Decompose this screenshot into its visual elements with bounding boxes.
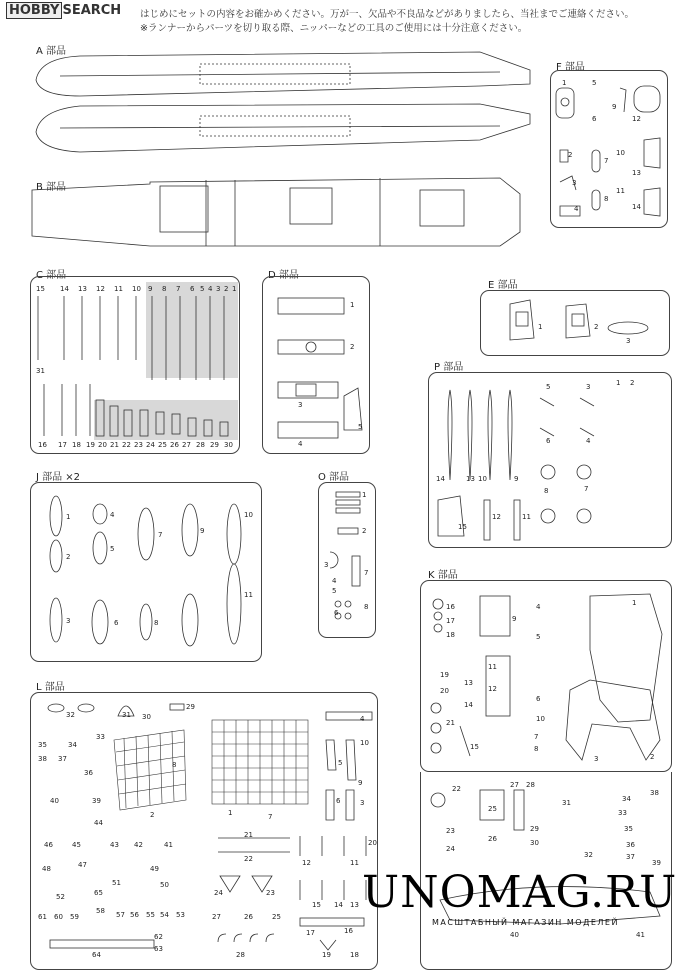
watermark-subtitle: МАСШТАБНЫЙ МАГАЗИН МОДЕЛЕЙ — [432, 918, 619, 927]
part-number-l3: 3 — [360, 799, 365, 807]
part-number-l53: 53 — [176, 911, 185, 919]
part-number-k12: 12 — [488, 685, 497, 693]
part-c-struts — [38, 282, 238, 440]
section-label-k: K 部品 — [428, 570, 458, 581]
part-number-e2: 2 — [594, 323, 599, 331]
part-number-c1: 1 — [232, 285, 237, 293]
part-number-c24: 24 — [146, 441, 155, 449]
part-number-k6: 6 — [536, 695, 541, 703]
part-number-e3: 3 — [626, 337, 631, 345]
part-number-p7: 7 — [584, 485, 589, 493]
part-number-d5: 5 — [358, 423, 363, 431]
part-number-l65: 65 — [94, 889, 103, 897]
part-number-l18: 18 — [350, 951, 359, 959]
part-number-c26: 26 — [170, 441, 179, 449]
part-number-c2: 2 — [224, 285, 229, 293]
part-number-k8: 8 — [534, 745, 539, 753]
part-number-l10: 10 — [360, 739, 369, 747]
part-number-f13: 13 — [632, 169, 641, 177]
part-number-l60: 60 — [54, 913, 63, 921]
part-number-k1: 1 — [632, 599, 637, 607]
part-number-l37: 37 — [58, 755, 67, 763]
part-number-j11: 11 — [244, 591, 253, 599]
part-a-hull — [36, 52, 530, 152]
part-number-l63: 63 — [154, 945, 163, 953]
part-number-f3: 3 — [572, 179, 577, 187]
part-number-o3: 3 — [324, 561, 329, 569]
part-number-j3: 3 — [66, 617, 71, 625]
part-e-items — [510, 300, 648, 340]
part-number-p11: 11 — [522, 513, 531, 521]
section-label-j: J 部品 ×2 — [36, 472, 81, 483]
part-number-p1: 1 — [616, 379, 621, 387]
part-number-k32: 32 — [584, 851, 593, 859]
part-number-l7: 7 — [268, 813, 273, 821]
part-number-l42: 42 — [134, 841, 143, 849]
part-number-f11: 11 — [616, 187, 625, 195]
part-number-k4: 4 — [536, 603, 541, 611]
part-number-o5: 5 — [332, 587, 337, 595]
part-number-p2: 2 — [630, 379, 635, 387]
part-number-f10: 10 — [616, 149, 625, 157]
part-number-f9: 9 — [612, 103, 617, 111]
part-number-c6: 6 — [190, 285, 195, 293]
part-number-o7: 7 — [364, 569, 369, 577]
part-number-c8: 8 — [162, 285, 167, 293]
part-number-k13: 13 — [464, 679, 473, 687]
part-number-f6: 6 — [592, 115, 597, 123]
part-number-l35: 35 — [38, 741, 47, 749]
part-number-k24: 24 — [446, 845, 455, 853]
part-number-l59: 59 — [70, 913, 79, 921]
part-number-f1: 1 — [562, 79, 567, 87]
part-number-c5: 5 — [200, 285, 205, 293]
part-number-j7: 7 — [158, 531, 163, 539]
part-number-l23: 23 — [266, 889, 275, 897]
part-number-o8: 8 — [364, 603, 369, 611]
part-number-l36: 36 — [84, 769, 93, 777]
part-number-l46: 46 — [44, 841, 53, 849]
part-number-k30: 30 — [530, 839, 539, 847]
part-number-l31: 31 — [122, 711, 131, 719]
part-number-l62: 62 — [154, 933, 163, 941]
part-number-c16: 16 — [38, 441, 47, 449]
part-number-k16: 16 — [446, 603, 455, 611]
part-number-p10: 10 — [478, 475, 487, 483]
part-number-l2: 2 — [150, 811, 155, 819]
part-number-c20: 20 — [98, 441, 107, 449]
part-number-o6: 6 — [334, 609, 339, 617]
part-p-items — [438, 390, 594, 540]
part-number-l19: 19 — [322, 951, 331, 959]
part-number-l30: 30 — [142, 713, 151, 721]
part-number-k15: 15 — [470, 743, 479, 751]
header-note-1: はじめにセットの内容をお確かめください。万が一、欠品や不良品などがありましたら、当社までご連絡ください。 — [140, 9, 635, 20]
part-number-k5: 5 — [536, 633, 541, 641]
section-label-p: P 部品 — [434, 362, 464, 373]
part-number-l29: 29 — [186, 703, 195, 711]
part-number-d4: 4 — [298, 440, 303, 448]
part-number-l27: 27 — [212, 913, 221, 921]
part-number-l44: 44 — [94, 819, 103, 827]
part-number-c21: 21 — [110, 441, 119, 449]
part-number-k29: 29 — [530, 825, 539, 833]
part-number-p14: 14 — [436, 475, 445, 483]
part-number-k2: 2 — [650, 753, 655, 761]
part-number-k17: 17 — [446, 617, 455, 625]
part-number-k28: 28 — [526, 781, 535, 789]
part-number-p6: 6 — [546, 437, 551, 445]
part-number-l56: 56 — [130, 911, 139, 919]
part-number-k10: 10 — [536, 715, 545, 723]
part-number-p8: 8 — [544, 487, 549, 495]
part-number-l39: 39 — [92, 797, 101, 805]
part-number-p3: 3 — [586, 383, 591, 391]
part-number-l17: 17 — [306, 929, 315, 937]
part-number-p4: 4 — [586, 437, 591, 445]
part-number-f4: 4 — [574, 205, 579, 213]
part-number-l40: 40 — [50, 797, 59, 805]
part-number-p12: 12 — [492, 513, 501, 521]
part-number-l47: 47 — [78, 861, 87, 869]
part-number-c4: 4 — [208, 285, 213, 293]
part-number-l13: 13 — [350, 901, 359, 909]
part-number-k20: 20 — [440, 687, 449, 695]
part-number-l41: 41 — [164, 841, 173, 849]
part-number-j10: 10 — [244, 511, 253, 519]
part-number-c12: 12 — [96, 285, 105, 293]
part-number-c18: 18 — [72, 441, 81, 449]
part-number-c23: 23 — [134, 441, 143, 449]
part-number-l5: 5 — [338, 759, 343, 767]
part-number-l32: 32 — [66, 711, 75, 719]
part-j-boats — [50, 496, 241, 646]
part-number-l45: 45 — [72, 841, 81, 849]
part-number-l25: 25 — [272, 913, 281, 921]
part-number-l57: 57 — [116, 911, 125, 919]
unomag-watermark — [362, 868, 692, 934]
part-number-j8: 8 — [154, 619, 159, 627]
part-number-f12: 12 — [632, 115, 641, 123]
part-d-items — [278, 298, 362, 438]
part-number-c7: 7 — [176, 285, 181, 293]
part-number-k39: 39 — [652, 859, 661, 867]
section-label-e: E 部品 — [488, 280, 518, 291]
hobbysearch-logo: HOBBY SEARCH — [6, 2, 121, 16]
part-number-c19: 19 — [86, 441, 95, 449]
part-number-l33: 33 — [96, 733, 105, 741]
part-number-j1: 1 — [66, 513, 71, 521]
part-number-f7: 7 — [604, 157, 609, 165]
part-number-k25: 25 — [488, 805, 497, 813]
part-number-c11: 11 — [114, 285, 123, 293]
part-number-j5: 5 — [110, 545, 115, 553]
section-label-d: D 部品 — [268, 270, 299, 281]
part-number-l6: 6 — [336, 797, 341, 805]
part-number-l61: 61 — [38, 913, 47, 921]
part-number-c9: 9 — [148, 285, 153, 293]
part-number-l1: 1 — [228, 809, 233, 817]
part-number-l20: 20 — [368, 839, 377, 847]
part-number-k33: 33 — [618, 809, 627, 817]
part-number-l16: 16 — [344, 927, 353, 935]
part-number-l28: 28 — [236, 951, 245, 959]
part-number-j9a: 9 — [200, 527, 205, 535]
part-b-flight-deck — [32, 178, 520, 246]
part-number-c25: 25 — [158, 441, 167, 449]
part-number-l48: 48 — [42, 865, 51, 873]
part-number-k23: 23 — [446, 827, 455, 835]
part-number-k27: 27 — [510, 781, 519, 789]
part-number-l34: 34 — [68, 741, 77, 749]
part-number-l43: 43 — [110, 841, 119, 849]
part-number-l15: 15 — [312, 901, 321, 909]
part-number-l12: 12 — [302, 859, 311, 867]
part-number-l21: 21 — [244, 831, 253, 839]
part-number-k26: 26 — [488, 835, 497, 843]
part-number-k22: 22 — [452, 785, 461, 793]
part-number-c13: 13 — [78, 285, 87, 293]
section-label-o: O 部品 — [318, 472, 350, 483]
part-number-l55: 55 — [146, 911, 155, 919]
part-number-p5: 5 — [546, 383, 551, 391]
part-number-k18: 18 — [446, 631, 455, 639]
part-number-k36: 36 — [626, 841, 635, 849]
part-number-l14: 14 — [334, 901, 343, 909]
part-number-l24: 24 — [214, 889, 223, 897]
part-number-j2: 2 — [66, 553, 71, 561]
part-number-f8: 8 — [604, 195, 609, 203]
part-number-l50: 50 — [160, 881, 169, 889]
part-number-k40: 40 — [510, 931, 519, 939]
part-number-c27: 27 — [182, 441, 191, 449]
part-number-j4: 4 — [110, 511, 115, 519]
part-number-p13: 13 — [466, 475, 475, 483]
part-number-k3: 3 — [594, 755, 599, 763]
part-number-p15: 15 — [458, 523, 467, 531]
part-number-e1: 1 — [538, 323, 543, 331]
part-number-f5: 5 — [592, 79, 597, 87]
part-number-d1: 1 — [350, 301, 355, 309]
section-label-b: B 部品 — [36, 182, 67, 193]
part-number-k37: 37 — [626, 853, 635, 861]
section-label-f: F 部品 — [556, 62, 585, 73]
part-number-p9: 9 — [514, 475, 519, 483]
part-number-k21: 21 — [446, 719, 455, 727]
part-number-o4: 4 — [332, 577, 337, 585]
part-number-k35: 35 — [624, 825, 633, 833]
part-number-l9: 9 — [358, 779, 363, 787]
part-number-l26: 26 — [244, 913, 253, 921]
section-label-l: L 部品 — [36, 682, 65, 693]
part-number-k34: 34 — [622, 795, 631, 803]
part-number-k19: 19 — [440, 671, 449, 679]
part-number-c28: 28 — [196, 441, 205, 449]
part-number-f2: 2 — [568, 151, 573, 159]
part-number-c15: 15 — [36, 285, 45, 293]
part-number-c29: 29 — [210, 441, 219, 449]
part-number-l8: 8 — [172, 761, 177, 769]
part-number-k38: 38 — [650, 789, 659, 797]
part-number-o2: 2 — [362, 527, 367, 535]
part-number-l52: 52 — [56, 893, 65, 901]
header-note-2: ※ランナーからパーツを切り取る際、ニッパーなどの工具のご使用には十分注意ください。 — [140, 23, 528, 34]
part-number-o1: 1 — [362, 491, 367, 499]
part-number-k9: 9 — [512, 615, 517, 623]
part-number-k31: 31 — [562, 799, 571, 807]
part-number-l51: 51 — [112, 879, 121, 887]
part-number-j6: 6 — [114, 619, 119, 627]
part-o-items — [330, 492, 360, 619]
section-label-c: C 部品 — [36, 270, 67, 281]
part-number-l49: 49 — [150, 865, 159, 873]
watermark-title: UNOMAG.RU — [362, 867, 678, 918]
part-number-l11: 11 — [350, 859, 359, 867]
part-number-c3: 3 — [216, 285, 221, 293]
part-number-l64: 64 — [92, 951, 101, 959]
part-number-c31: 31 — [36, 367, 45, 375]
part-number-k14: 14 — [464, 701, 473, 709]
part-number-l38: 38 — [38, 755, 47, 763]
part-number-c17: 17 — [58, 441, 67, 449]
part-number-c22: 22 — [122, 441, 131, 449]
part-number-d2: 2 — [350, 343, 355, 351]
part-number-d3: 3 — [298, 401, 303, 409]
part-number-c30: 30 — [224, 441, 233, 449]
part-number-k7: 7 — [534, 733, 539, 741]
part-number-l4: 4 — [360, 715, 365, 723]
part-number-c10: 10 — [132, 285, 141, 293]
part-number-c14: 14 — [60, 285, 69, 293]
part-number-l58: 58 — [96, 907, 105, 915]
part-number-l54: 54 — [160, 911, 169, 919]
part-number-f14: 14 — [632, 203, 641, 211]
part-number-k41: 41 — [636, 931, 645, 939]
part-number-k11: 11 — [488, 663, 497, 671]
part-number-l22: 22 — [244, 855, 253, 863]
section-label-a: A 部品 — [36, 46, 67, 57]
